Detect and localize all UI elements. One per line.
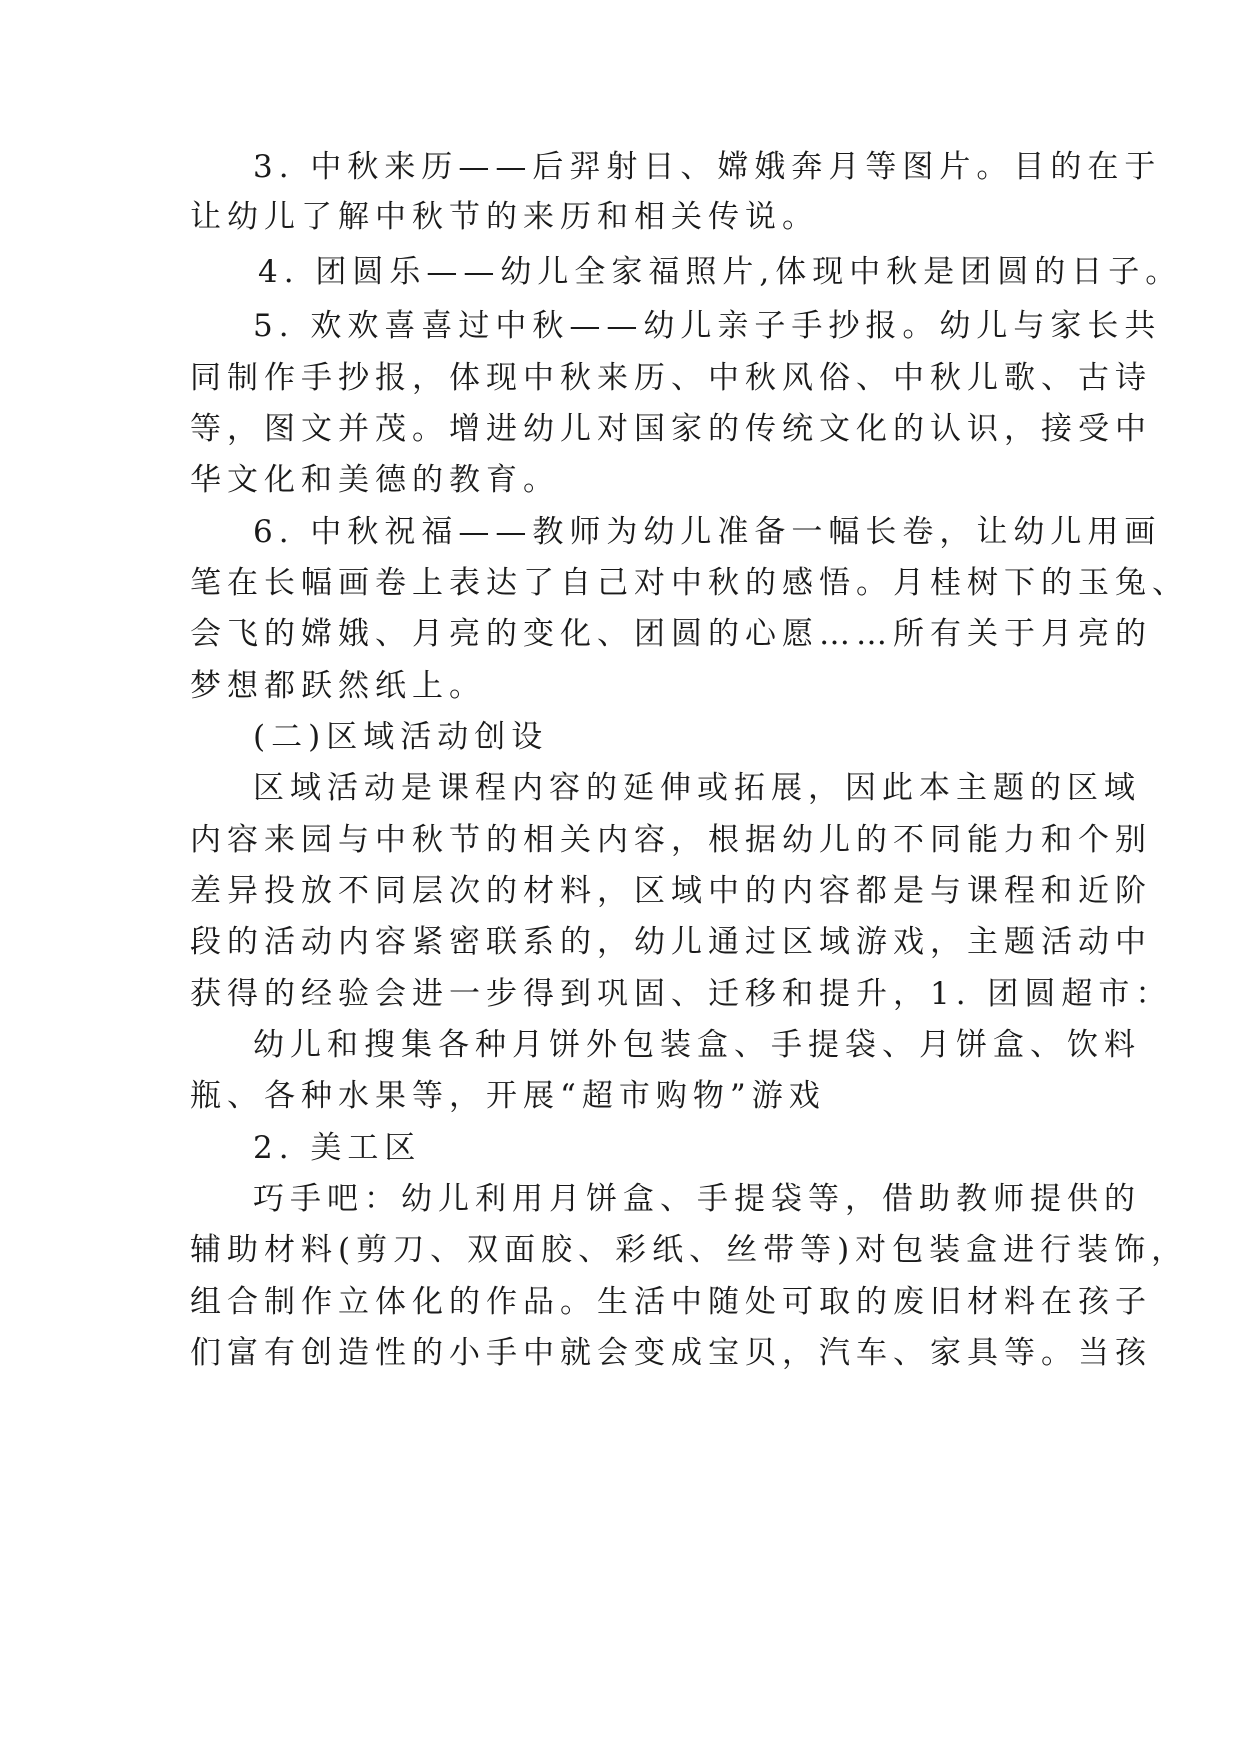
paragraph-line: 让幼儿了解中秋节的来历和相关传说。 — [190, 199, 819, 235]
paragraph-line: 5. 欢欢喜喜过中秋——幼儿亲子手抄报。幼儿与家长共 — [253, 308, 1162, 344]
paragraph-line: 3. 中秋来历——后羿射日、嫦娥奔月等图片。目的在于 — [253, 149, 1162, 185]
paragraph-line: 巧手吧：幼儿利用月饼盒、手提袋等，借助教师提供的 — [253, 1181, 1141, 1217]
paragraph-line: 内容来园与中秋节的相关内容，根据幼儿的不同能力和个别 — [190, 822, 1152, 858]
paragraph-line: 笔在长幅画卷上表达了自己对中秋的感悟。月桂树下的玉兔、 — [190, 565, 1189, 601]
paragraph-line: 段的活动内容紧密联系的，幼儿通过区域游戏，主题活动中 — [190, 924, 1152, 960]
paragraph-line: 组合制作立体化的作品。生活中随处可取的废旧材料在孩子 — [190, 1284, 1152, 1320]
paragraph-line: 幼儿和搜集各种月饼外包装盒、手提袋、月饼盒、饮料 — [253, 1027, 1141, 1063]
paragraph-line: 差异投放不同层次的材料，区域中的内容都是与课程和近阶 — [190, 873, 1152, 909]
section-heading: 2. 美工区 — [253, 1130, 422, 1166]
paragraph-line: 会飞的嫦娥、月亮的变化、团圆的心愿……所有关于月亮的 — [190, 616, 1152, 652]
paragraph-line: 6. 中秋祝福——教师为幼儿准备一幅长卷，让幼儿用画 — [253, 514, 1162, 550]
paragraph-line: 同制作手抄报，体现中秋来历、中秋风俗、中秋儿歌、古诗 — [190, 360, 1152, 396]
paragraph-line: 们富有创造性的小手中就会变成宝贝，汽车、家具等。当孩 — [190, 1335, 1152, 1371]
paragraph-line: 获得的经验会进一步得到巩固、迁移和提升，1. 团圆超市： — [190, 976, 1173, 1012]
paragraph-line: 等，图文并茂。增进幼儿对国家的传统文化的认识，接受中 — [190, 411, 1152, 447]
paragraph-line: 华文化和美德的教育。 — [190, 462, 560, 498]
paragraph-line: 瓶、各种水果等，开展“超市购物”游戏 — [190, 1078, 826, 1114]
paragraph-line: 辅助材料(剪刀、双面胶、彩纸、丝带等)对包装盒进行装饰， — [190, 1232, 1189, 1268]
paragraph-line: 4. 团圆乐——幼儿全家福照片,体现中秋是团圆的日子。 — [258, 254, 1183, 290]
section-heading: (二)区域活动创设 — [253, 719, 549, 755]
paragraph-line: 梦想都跃然纸上。 — [190, 668, 486, 704]
paragraph-line: 区域活动是课程内容的延伸或拓展，因此本主题的区域 — [253, 770, 1141, 806]
